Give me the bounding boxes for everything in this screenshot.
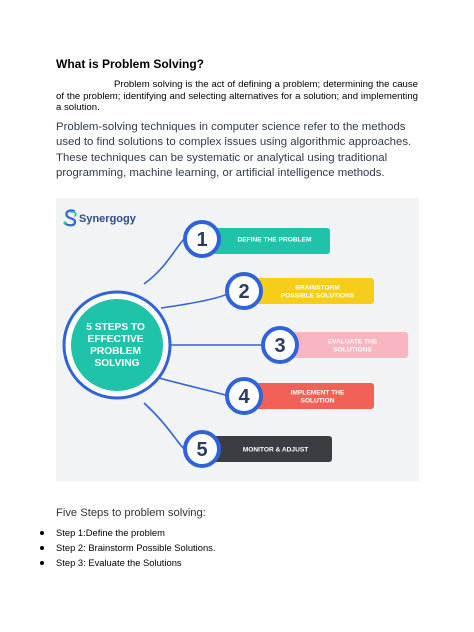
five-steps-infographic (56, 198, 419, 481)
step-4 (227, 379, 374, 413)
list-item (40, 555, 215, 570)
step-3 (263, 328, 408, 362)
step-2-label: BRAINSTORM POSSIBLE SOLUTIONS (280, 284, 355, 300)
list-item-text: Step 1:Define the problem (56, 527, 165, 538)
step-2-number: 2 (238, 281, 250, 303)
list-item (40, 525, 215, 540)
bullet-icon (40, 531, 44, 535)
synergogy-logo (63, 210, 136, 225)
step-5-label: MONITOR & ADJUST (242, 446, 309, 454)
section-heading: What is Problem Solving? (56, 57, 205, 71)
step-2 (227, 274, 374, 308)
step-1-label: DEFINE THE PROBLEM (237, 236, 312, 244)
brand-name: Synergogy (79, 213, 136, 225)
steps-caption: Five Steps to problem solving: (56, 507, 206, 519)
step-1-number: 1 (196, 229, 208, 251)
step-5 (185, 432, 332, 466)
bullet-icon (40, 546, 44, 550)
step-4-number: 4 (238, 386, 250, 408)
center-circle (64, 292, 170, 398)
step-3-number: 3 (274, 335, 286, 357)
center-title-line-2: EFFECTIVE (87, 334, 144, 345)
list-item-text: Step 3: Evaluate the Solutions (56, 557, 182, 568)
step-4-label: IMPLEMENT THE SOLUTION (290, 389, 345, 405)
step-1 (185, 222, 330, 256)
center-title-line-4: SOLVING (94, 358, 140, 369)
steps-list (40, 525, 215, 570)
step-3-label: EVALUATE THE SOLUTIONS (327, 338, 378, 354)
center-title-line-3: PROBLEM (90, 346, 142, 357)
synergogy-s-icon (63, 210, 75, 225)
definition-paragraph: Problem solving is the act of defining a problem; determining the cause of the problem; identifying and selecting alternatives for a solution; and implementing a solution. (56, 79, 418, 113)
center-title-line-1: 5 STEPS TO (86, 322, 145, 333)
bullet-icon (40, 561, 44, 565)
svg-text:5 STEPS TO EFFECTIVE (86, 322, 148, 369)
step-5-number: 5 (196, 439, 208, 461)
step-ribbons (185, 222, 408, 466)
techniques-paragraph: Problem-solving techniques in computer science refer to the methods used to find solutions to complex issues using algorithmic approaches. These techniques can be systematic or analytical using traditional programming, machine learning, or artificial intelligence methods. (56, 121, 412, 180)
list-item-text: Step 2: Brainstorm Possible Solutions. (56, 542, 216, 553)
list-item (40, 540, 215, 555)
